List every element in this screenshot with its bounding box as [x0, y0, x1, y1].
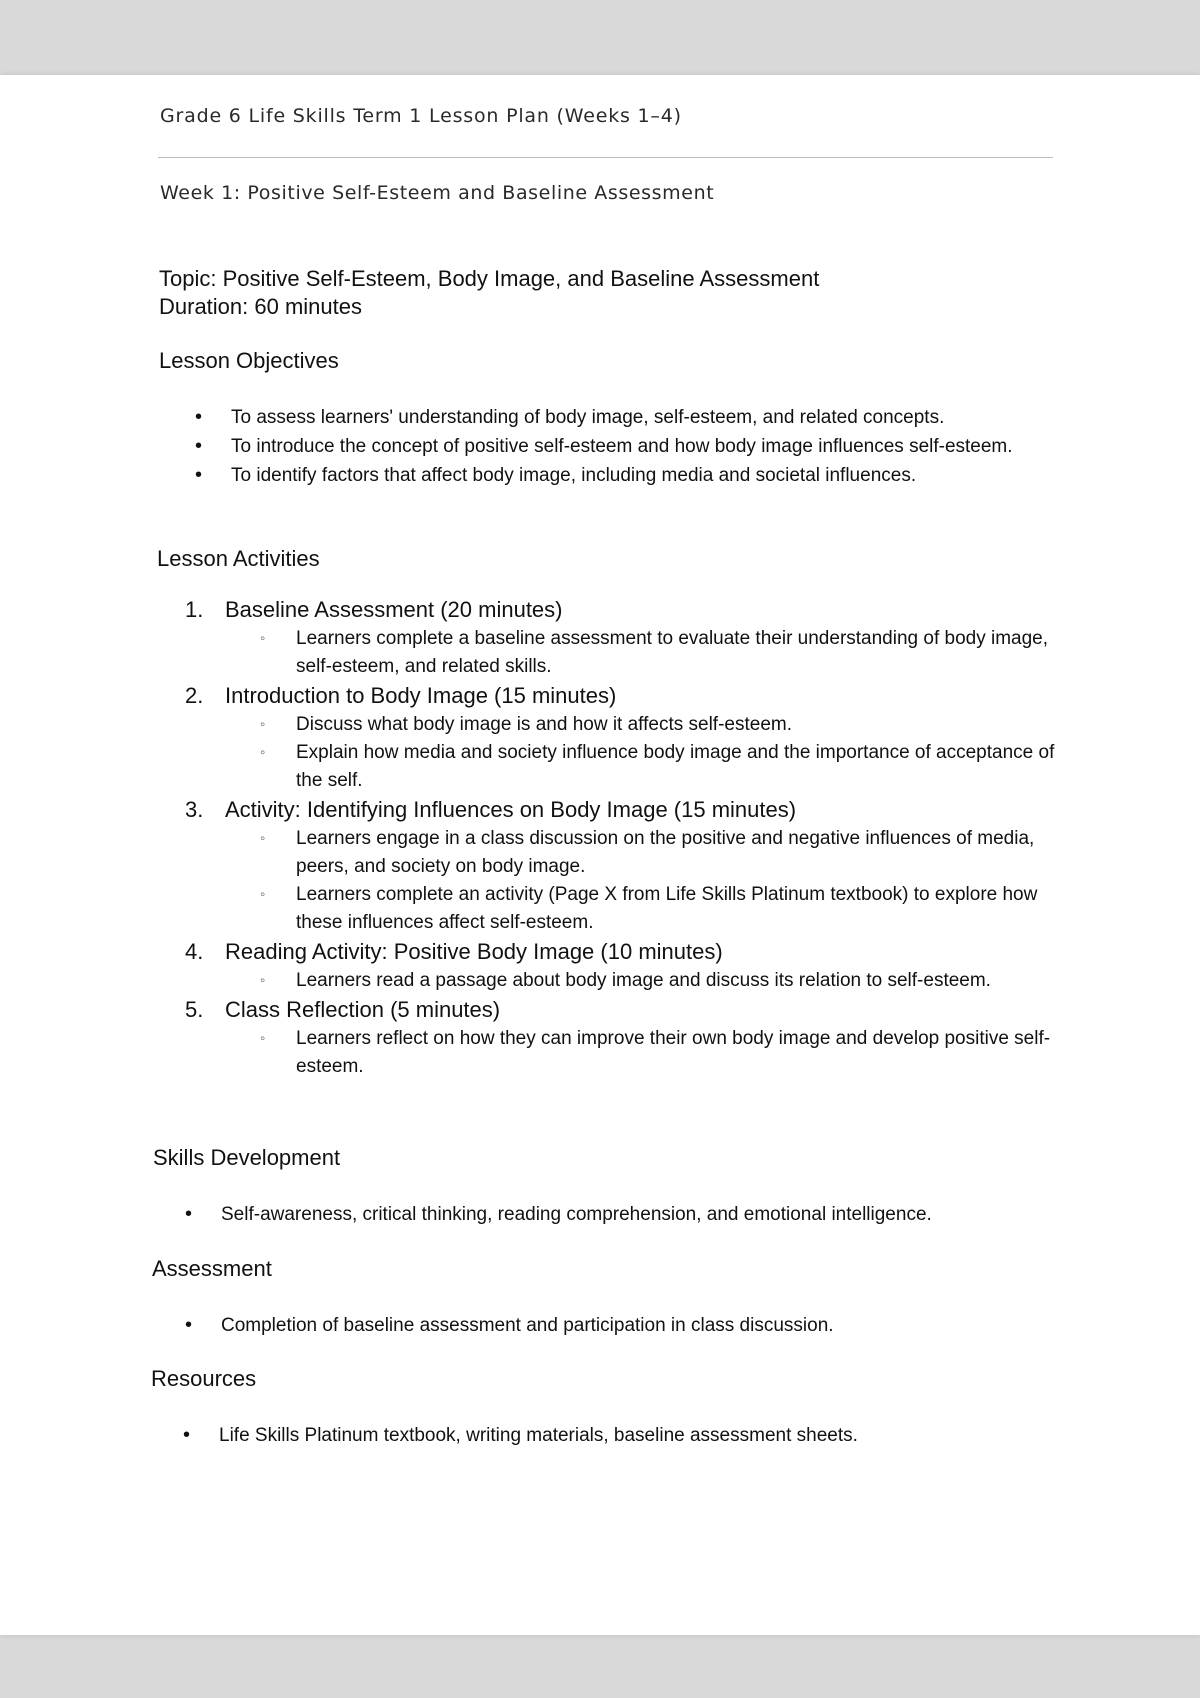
activity-title: Class Reflection (5 minutes)	[225, 997, 501, 1022]
list-item: • Self-awareness, critical thinking, reading comprehension, and emotional intelligence.	[185, 1200, 1065, 1229]
list-item: • To assess learners' understanding of body image, self-esteem, and related concepts.	[195, 403, 1055, 432]
list-item: ◦ Learners reflect on how they can improve their own body image and develop positive self-esteem.	[260, 1025, 1055, 1081]
list-item: ◦ Learners engage in a class discussion on the positive and negative influences of media, peers, and society on body image.	[260, 825, 1055, 881]
objectives-heading: Lesson Objectives	[159, 348, 339, 373]
activity-item	[185, 795, 1055, 937]
activity-number: 3.	[185, 797, 204, 822]
list-item: • Completion of baseline assessment and participation in class discussion.	[185, 1311, 1065, 1340]
list-item: • To identify factors that affect body image, including media and societal influences.	[195, 461, 1055, 490]
list-item: • Life Skills Platinum textbook, writing materials, baseline assessment sheets.	[183, 1421, 1063, 1450]
activity-title: Reading Activity: Positive Body Image (10 minutes)	[225, 939, 723, 964]
topic-line: Topic: Positive Self-Esteem, Body Image, and Baseline Assessment	[159, 266, 820, 291]
activity-item	[185, 995, 1055, 1081]
skills-heading: Skills Development	[153, 1145, 341, 1170]
activity-title: Introduction to Body Image (15 minutes)	[225, 683, 617, 708]
activities-heading: Lesson Activities	[157, 546, 320, 571]
objectives-list	[195, 403, 1055, 490]
activities-list	[185, 595, 1055, 1081]
header-divider	[158, 157, 1053, 158]
list-item: • To introduce the concept of positive self-esteem and how body image influences self-esteem.	[195, 432, 1055, 461]
resources-heading: Resources	[151, 1366, 257, 1391]
activity-number: 2.	[185, 683, 204, 708]
activity-item	[185, 681, 1055, 795]
activity-item	[185, 937, 1055, 995]
list-item: ◦ Explain how media and society influence body image and the importance of acceptance of the self.	[260, 739, 1055, 795]
activity-number: 4.	[185, 939, 204, 964]
skills-list	[185, 1200, 1065, 1229]
resources-list	[183, 1421, 1063, 1450]
document-header-title: Grade 6 Life Skills Term 1 Lesson Plan (Weeks 1–4)	[160, 105, 682, 127]
list-item: ◦ Learners complete an activity (Page X from Life Skills Platinum textbook) to explore how these influences affect self-esteem.	[260, 881, 1055, 937]
activity-item	[185, 595, 1055, 681]
list-item: ◦ Learners complete a baseline assessment to evaluate their understanding of body image, self-esteem, and related skills.	[260, 625, 1055, 681]
activity-title: Activity: Identifying Influences on Body Image (15 minutes)	[225, 797, 797, 822]
assessment-list	[185, 1311, 1065, 1340]
list-item: ◦ Discuss what body image is and how it affects self-esteem.	[260, 711, 1055, 739]
list-item: ◦ Learners read a passage about body image and discuss its relation to self-esteem.	[260, 967, 1055, 995]
document-page	[0, 75, 1200, 1635]
duration-line: Duration: 60 minutes	[159, 294, 362, 319]
activity-title: Baseline Assessment (20 minutes)	[225, 597, 563, 622]
activity-number: 1.	[185, 597, 204, 622]
activity-number: 5.	[185, 997, 204, 1022]
assessment-heading: Assessment	[152, 1256, 272, 1281]
lesson-meta	[159, 265, 819, 321]
week-title: Week 1: Positive Self-Esteem and Baseline Assessment	[160, 182, 715, 204]
